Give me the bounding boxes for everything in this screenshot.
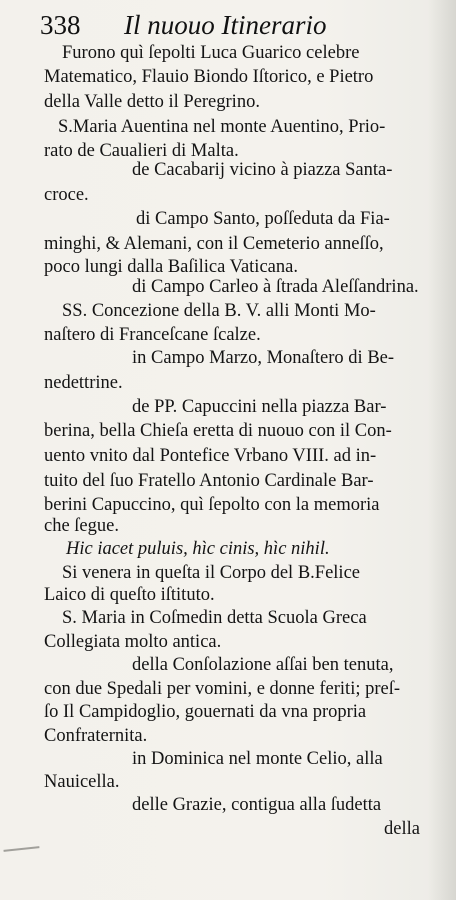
text-line: in Dominica nel monte Celio, alla [132,749,383,769]
text-line: Furono quì ſepolti Luca Guarico celebre [62,43,360,63]
text-line: della Conſolazione aſſai ben tenuta, [132,655,394,675]
page-number: 338 [40,10,81,40]
catchword: della [384,819,420,839]
text-line: Collegiata molto antica. [44,632,222,652]
text-line: con due Spedali per vomini, e donne feriti; preſ- [44,679,401,699]
text-line: Nauicella. [44,772,120,792]
text-line: Confraternita. [44,726,148,746]
text-line: che ſegue. [44,516,119,536]
text-line: in Campo Marzo, Monaſtero di Be- [132,348,395,368]
text-line: S.Maria Auentina nel monte Auentino, Prio- [58,117,386,137]
text-line: di Campo Santo, poſſeduta da Fia- [136,209,390,229]
text-line: Si venera in queſta il Corpo del B.Felice [62,563,360,583]
text-line: nedettrine. [44,373,123,393]
text-line: croce. [44,185,89,205]
text-line: ſo Il Campidoglio, gouernati da vna propria [44,702,367,722]
running-title: Il nuouo Itinerario [124,10,327,40]
text-line: S. Maria in Coſmedin detta Scuola Greca [62,608,367,628]
text-line: Laico di queſto iſtituto. [44,585,215,605]
text-line: rato de Caualieri di Malta. [44,141,239,161]
epitaph-line: Hic iacet puluis, hìc cinis, hìc nihil. [66,539,330,559]
text-line: naſtero di Franceſcane ſcalze. [44,325,261,345]
text-line: de PP. Capuccini nella piazza Bar- [132,397,387,417]
text-line: tuito del ſuo Fratello Antonio Cardinale Bar- [44,471,374,491]
text-line: minghi, & Alemani, con il Cemeterio anneſſo, [44,234,384,254]
text-line: delle Grazie, contigua alla ſudetta [132,795,382,815]
text-line: uento vnito dal Pontefice Vrbano VIII. ad in- [44,446,377,466]
text-line: di Campo Carleo à ſtrada Aleſſandrina. [132,277,419,297]
text-line: Matematico, Flauio Biondo Iſtorico, e Pietro [44,67,374,87]
text-line: della Valle detto il Peregrino. [44,92,260,112]
text-line: poco lungi dalla Baſilica Vaticana. [44,257,298,277]
text-line: berina, bella Chieſa eretta di nuouo con il Con- [44,421,392,441]
text-line: berini Capuccino, quì ſepolto con la memoria [44,495,380,515]
text-line: SS. Concezione della B. V. alli Monti Mo- [62,301,376,321]
text-line: de Cacabarij vicino à piazza Santa- [132,160,393,180]
